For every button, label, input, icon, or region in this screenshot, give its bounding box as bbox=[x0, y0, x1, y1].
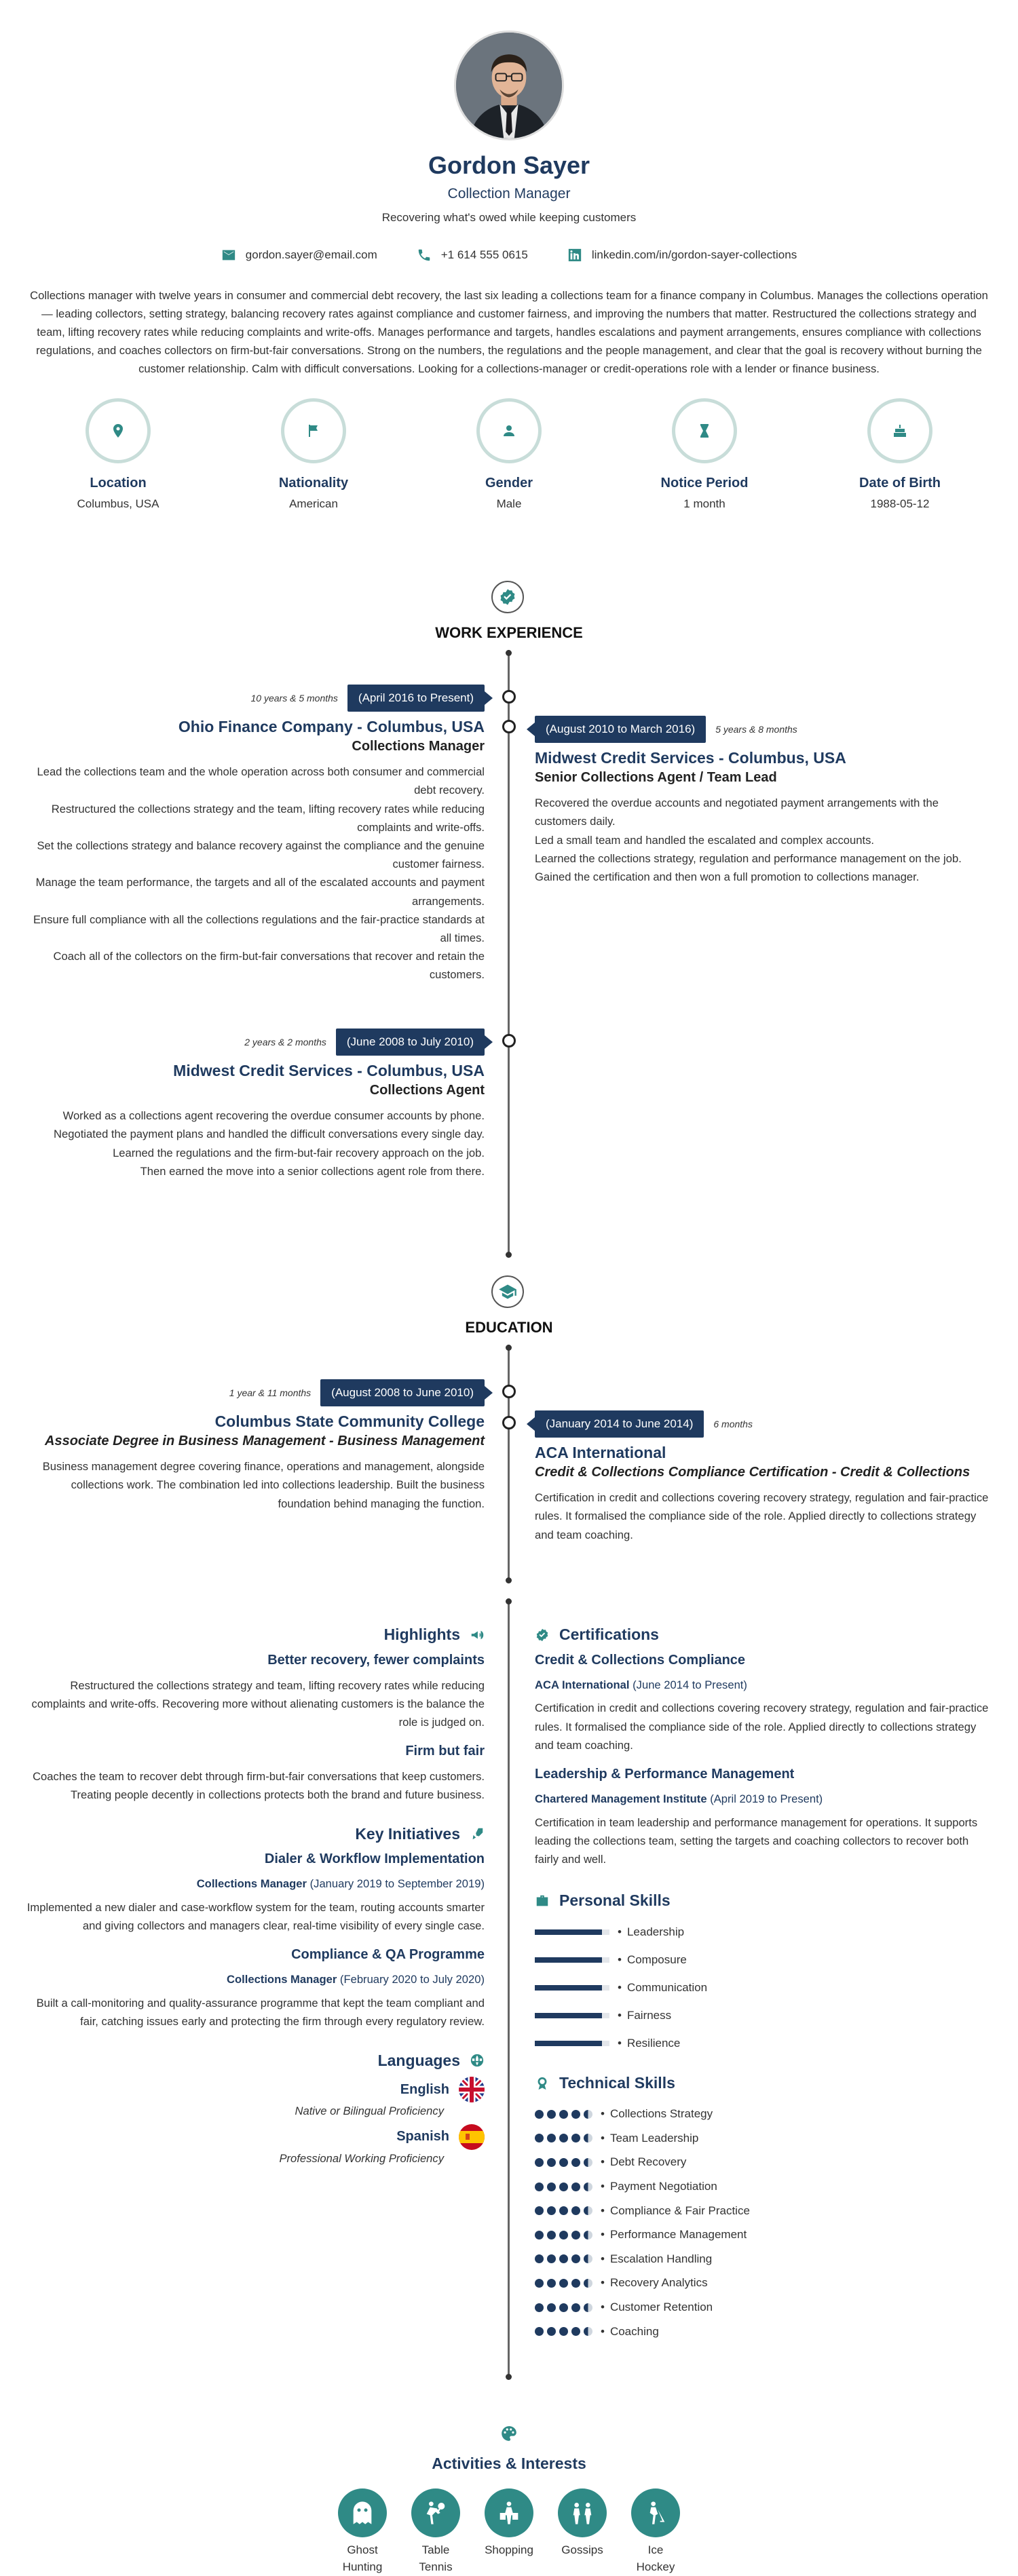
activity-item bbox=[558, 2488, 607, 2576]
education-section-title: EDUCATION bbox=[465, 1319, 553, 1336]
entry-degree: Credit & Collections Compliance Certification - Credit & Collections bbox=[535, 1465, 970, 1480]
ice-hockey-icon bbox=[642, 2499, 669, 2526]
timeline-dot bbox=[502, 720, 516, 733]
personal-skill-row: • Fairness bbox=[535, 2002, 989, 2030]
contact-phone[interactable] bbox=[417, 246, 528, 264]
linkedin-text: linkedin.com/in/gordon-sayer-collections bbox=[591, 248, 797, 261]
initiative-title: Dialer & Workflow Implementation bbox=[264, 1851, 485, 1867]
left-column bbox=[23, 1623, 485, 2168]
skill-name: Compliance & Fair Practice bbox=[609, 2204, 750, 2217]
language-name: Spanish bbox=[396, 2129, 449, 2145]
profile-summary: Collections manager with twelve years in consumer and commercial debt recovery, the last six leading a collections team for a finance company in Columbus. Manages the collections operation — leading collectors, setting strategy, balancing recovery rates against compliance and customer fairness, and improving the numbers that matter. Restructured the collections strategy and team, lifting recovery rates while reducing complaints and write-offs. Manages performance and targets, handles escalations and payment arrangements, ensures compliance with collections regulations, and coaches collectors on firm-but-fair conversations. Strong on the numbers, the regulations and the people management, and clear that the goal is recovery without burning the customer relationship. Calm with difficult conversations. Looking for a collections-manager or credit-operations role with a lender or finance business. bbox=[30, 289, 988, 375]
work-timeline bbox=[508, 650, 510, 1255]
skill-name: Leadership bbox=[626, 1925, 685, 1939]
personal-skill-row: • Communication bbox=[535, 1974, 989, 2002]
entry-role: Senior Collections Agent / Team Lead bbox=[535, 770, 777, 786]
lower-timeline bbox=[508, 1598, 510, 2377]
skill-name: Performance Management bbox=[609, 2228, 747, 2242]
fact-location: Location Columbus, USA bbox=[50, 398, 186, 513]
skill-name: Composure bbox=[626, 1953, 687, 1967]
technical-skill-row: • Performance Management bbox=[535, 2223, 989, 2248]
skill-level-bar bbox=[535, 1929, 609, 1935]
technical-skill-row: • Recovery Analytics bbox=[535, 2271, 989, 2296]
gossip-icon bbox=[569, 2499, 596, 2526]
language-level: Native or Bilingual Proficiency bbox=[295, 2104, 444, 2118]
language-name: English bbox=[400, 2081, 449, 2097]
entry-role: Collections Manager bbox=[352, 739, 485, 754]
certification-text: Certification in credit and collections covering recovery strategy, regulation and fair-practice rules. It formalised the compliance side of the role. Applied directly to collections strategy and team coaching. bbox=[535, 1702, 989, 1752]
entry-description: Certification in credit and collections covering recovery strategy, regulation and fair-practice rules. It formalised the compliance side of the role. Applied directly to collections strategy and team coaching. bbox=[535, 1491, 989, 1541]
resume-header bbox=[0, 0, 1018, 514]
uk-flag-icon bbox=[459, 2077, 485, 2102]
spain-flag-icon bbox=[459, 2124, 485, 2150]
skill-name: Fairness bbox=[626, 2009, 672, 2022]
highlight-text: Restructured the collections strategy and team, lifting recovery rates while reducing complaints and write-offs. Recovering more without alienating customers is the balance the role is judged on. bbox=[31, 1678, 485, 1729]
personal-skill-row: • Composure bbox=[535, 1946, 989, 1974]
work-entry bbox=[535, 716, 989, 886]
entry-dates: (January 2014 to June 2014) bbox=[535, 1410, 704, 1438]
entry-role: Collections Agent bbox=[369, 1083, 485, 1098]
work-entry bbox=[23, 1029, 485, 1180]
activity-label: Ghost Hunting bbox=[342, 2543, 383, 2574]
timeline-endpoint bbox=[506, 1345, 512, 1351]
activity-item bbox=[411, 2488, 460, 2576]
skill-name: Coaching bbox=[609, 2324, 659, 2338]
technical-skill-row: • Collections Strategy bbox=[535, 2102, 989, 2127]
megaphone-icon bbox=[470, 1628, 485, 1642]
phone-icon bbox=[417, 248, 432, 263]
entry-description: Recovered the overdue accounts and negotiated payment arrangements with the customers daily. Led a small team and handled the escalated and complex accounts. Learned the collections strategy, regulation and performance management on the job. Gained the certification and then won a full promotion to collections manager. bbox=[535, 796, 962, 884]
language-item bbox=[23, 2124, 485, 2168]
candidate-name: Gordon Sayer bbox=[428, 151, 590, 179]
initiative-meta: Collections Manager (February 2020 to July 2020) bbox=[227, 1973, 485, 1986]
work-section-icon bbox=[491, 581, 524, 613]
technical-skill-row: • Escalation Handling bbox=[535, 2247, 989, 2271]
personal-skill-row: • Resilience bbox=[535, 2030, 989, 2058]
entry-description: Worked as a collections agent recovering the overdue consumer accounts by phone. Negotiated the payment plans and handled the difficult conversations every single day. Learned the regulations and the firm-but-fair recovery approach on the job. Then earned the move into a senior collections agent role from there. bbox=[54, 1109, 485, 1178]
skill-name: Customer Retention bbox=[609, 2300, 713, 2313]
initiative-meta: Collections Manager (January 2019 to September 2019) bbox=[196, 1877, 485, 1891]
skill-rating-dots bbox=[535, 2183, 592, 2191]
personal-skills-heading: Personal Skills bbox=[535, 1889, 989, 1913]
candidate-tagline: Recovering what's owed while keeping customers bbox=[381, 211, 637, 225]
technical-skill-row: • Debt Recovery bbox=[535, 2151, 989, 2175]
entry-school: ACA International bbox=[535, 1444, 666, 1462]
entry-duration: 2 years & 2 months bbox=[244, 1037, 326, 1047]
certification-title: Credit & Collections Compliance bbox=[535, 1652, 746, 1668]
skill-level-bar bbox=[535, 2013, 609, 2018]
skill-rating-dots bbox=[535, 2303, 592, 2312]
person-icon bbox=[501, 423, 517, 439]
education-entry bbox=[535, 1410, 989, 1544]
language-level: Professional Working Proficiency bbox=[279, 2151, 444, 2165]
skill-level-bar bbox=[535, 2041, 609, 2046]
skill-level-bar bbox=[535, 1985, 609, 1991]
fact-nationality: Nationality American bbox=[246, 398, 381, 513]
activity-item bbox=[631, 2488, 680, 2576]
initiative-title: Compliance & QA Programme bbox=[291, 1947, 485, 1963]
email-text: gordon.sayer@email.com bbox=[245, 248, 377, 261]
entry-dates: (August 2010 to March 2016) bbox=[535, 716, 706, 743]
entry-duration: 5 years & 8 months bbox=[715, 724, 797, 735]
entry-description: Business management degree covering finance, operations and management, alongside collections work. The combination led into collections leadership. Built the business foundation behind managing the function. bbox=[42, 1460, 485, 1510]
work-entry bbox=[23, 685, 485, 984]
skill-rating-dots bbox=[535, 2279, 592, 2288]
personal-facts bbox=[20, 398, 998, 513]
entry-degree: Associate Degree in Business Management - Business Management bbox=[45, 1434, 485, 1449]
fact-notice-period: Notice Period 1 month bbox=[637, 398, 772, 513]
globe-icon bbox=[470, 2053, 485, 2068]
skill-name: Payment Negotiation bbox=[609, 2179, 717, 2193]
skill-name: Debt Recovery bbox=[609, 2155, 687, 2169]
initiative-text: Built a call-monitoring and quality-assurance programme that kept the team compliant and fair, catching issues early and protecting the firm through every regulatory review. bbox=[36, 1997, 485, 2029]
activity-item bbox=[485, 2488, 533, 2576]
skill-rating-dots bbox=[535, 2206, 592, 2215]
certificate-icon bbox=[535, 1628, 550, 1642]
technical-skill-row: • Compliance & Fair Practice bbox=[535, 2199, 989, 2223]
skill-name: Resilience bbox=[626, 2037, 681, 2050]
toolbox-icon bbox=[535, 1893, 550, 1908]
timeline-dot bbox=[502, 690, 516, 704]
activity-label: Gossips bbox=[561, 2543, 603, 2556]
timeline-endpoint bbox=[506, 1252, 512, 1258]
skill-name: Collections Strategy bbox=[609, 2107, 713, 2121]
education-section-icon bbox=[491, 1275, 524, 1308]
timeline-endpoint bbox=[506, 650, 512, 656]
personal-skill-row: • Leadership bbox=[535, 1919, 989, 1946]
certification-title: Leadership & Performance Management bbox=[535, 1766, 795, 1782]
entry-school: Columbus State Community College bbox=[214, 1412, 485, 1431]
technical-skills-list bbox=[535, 2102, 989, 2344]
contact-linkedin[interactable] bbox=[567, 246, 797, 264]
education-timeline bbox=[508, 1345, 510, 1581]
activity-label: Shopping bbox=[485, 2543, 533, 2556]
certification-meta: ACA International (June 2014 to Present) bbox=[535, 1678, 747, 1691]
timeline-endpoint bbox=[506, 1598, 512, 1604]
language-item bbox=[23, 2077, 485, 2120]
table-tennis-icon bbox=[422, 2499, 449, 2526]
fact-gender: Gender Male bbox=[441, 398, 577, 513]
timeline-endpoint bbox=[506, 2374, 512, 2380]
timeline-endpoint bbox=[506, 1577, 512, 1583]
personal-skills-list bbox=[535, 1919, 989, 2058]
skill-rating-dots bbox=[535, 2254, 592, 2263]
skill-name: Recovery Analytics bbox=[609, 2276, 708, 2290]
entry-duration: 1 year & 11 months bbox=[229, 1387, 312, 1398]
palette-icon bbox=[500, 2425, 518, 2442]
right-column bbox=[535, 1623, 989, 2344]
initiatives-heading: Key Initiatives bbox=[23, 1822, 485, 1847]
timeline-dot bbox=[502, 1034, 516, 1047]
initiative-text: Implemented a new dialer and case-workflow system for the team, routing accounts smarter and giving collectors and managers clear, real-time visibility of every single case. bbox=[26, 1901, 485, 1933]
rocket-icon bbox=[470, 1826, 485, 1841]
entry-duration: 10 years & 5 months bbox=[250, 693, 338, 704]
contact-bar bbox=[0, 246, 1018, 264]
phone-text: +1 614 555 0615 bbox=[440, 248, 528, 261]
skill-level-bar bbox=[535, 1957, 609, 1963]
fact-date-of-birth: Date of Birth 1988-05-12 bbox=[832, 398, 968, 513]
entry-dates: (August 2008 to June 2010) bbox=[320, 1379, 485, 1406]
ghost-icon bbox=[349, 2499, 376, 2526]
location-pin-icon bbox=[110, 423, 126, 439]
entry-company: Midwest Credit Services - Columbus, USA bbox=[535, 749, 846, 767]
technical-skill-row: • Team Leadership bbox=[535, 2126, 989, 2151]
certifications-heading: Certifications bbox=[535, 1623, 989, 1647]
entry-company: Ohio Finance Company - Columbus, USA bbox=[178, 718, 485, 736]
graduation-cap-icon bbox=[498, 1282, 517, 1301]
highlights-heading: Highlights bbox=[23, 1623, 485, 1647]
skill-name: Team Leadership bbox=[609, 2131, 699, 2145]
entry-description: Lead the collections team and the whole operation across both consumer and commercial debt recovery. Restructured the collections strategy and the team, lifting recovery rates while reducing complaints and write-offs. Set the collections strategy and balance recovery against the compliance and the genuine customer fairness. Manage the team performance, the targets and all of the escalated accounts and payment arrangements. Ensure full compliance with all the collections regulations and the fair-practice standards at all times. Coach all of the collectors on the firm-but-fair conversations that recover and retain the customers. bbox=[33, 765, 485, 982]
email-icon bbox=[221, 248, 236, 263]
highlight-title: Better recovery, fewer complaints bbox=[267, 1652, 485, 1668]
technical-skill-row: • Customer Retention bbox=[535, 2295, 989, 2320]
timeline-dot bbox=[502, 1385, 516, 1398]
timeline-dot bbox=[502, 1416, 516, 1429]
profile-photo bbox=[454, 31, 564, 140]
entry-duration: 6 months bbox=[713, 1419, 753, 1429]
skill-rating-dots bbox=[535, 2231, 592, 2239]
skill-name: Communication bbox=[626, 1981, 708, 1995]
cake-icon bbox=[892, 423, 908, 439]
technical-skill-row: • Payment Negotiation bbox=[535, 2174, 989, 2199]
certification-meta: Chartered Management Institute (April 2019 to Present) bbox=[535, 1792, 823, 1805]
hourglass-icon bbox=[696, 423, 713, 439]
flag-icon bbox=[305, 423, 322, 439]
activity-label: Ice Hockey bbox=[636, 2543, 675, 2574]
education-entry bbox=[23, 1379, 485, 1513]
entry-dates: (April 2016 to Present) bbox=[347, 685, 485, 712]
candidate-title: Collection Manager bbox=[447, 185, 571, 201]
technical-skills-heading: Technical Skills bbox=[535, 2071, 989, 2096]
languages-heading: Languages bbox=[23, 2049, 485, 2073]
highlight-text: Coaches the team to recover debt through firm-but-fair conversations that keep customers. Treating people decently in collections protects both the brand and future business. bbox=[33, 1770, 485, 1802]
skill-name: Escalation Handling bbox=[609, 2252, 713, 2265]
activity-item bbox=[338, 2488, 387, 2576]
highlight-title: Firm but fair bbox=[405, 1744, 485, 1759]
activities-heading: Activities & Interests bbox=[432, 2455, 586, 2473]
technical-skill-row: • Coaching bbox=[535, 2320, 989, 2344]
entry-company: Midwest Credit Services - Columbus, USA bbox=[173, 1062, 485, 1080]
certification-text: Certification in team leadership and performance management for operations. It supports leading the collections team, setting the targets and coaching collectors to recover both fairly and well. bbox=[535, 1815, 978, 1866]
skill-rating-dots bbox=[535, 2110, 592, 2119]
work-section-title: WORK EXPERIENCE bbox=[435, 624, 583, 641]
activities-section bbox=[0, 2425, 1018, 2576]
shopping-icon bbox=[495, 2499, 523, 2526]
skill-rating-dots bbox=[535, 2327, 592, 2336]
skill-rating-dots bbox=[535, 2134, 592, 2142]
skill-rating-dots bbox=[535, 2158, 592, 2167]
activity-label: Table Tennis bbox=[419, 2543, 453, 2574]
linkedin-icon bbox=[567, 248, 582, 263]
contact-email[interactable] bbox=[221, 246, 377, 264]
entry-dates: (June 2008 to July 2010) bbox=[336, 1029, 485, 1056]
badge-check-icon bbox=[498, 588, 517, 607]
award-icon bbox=[535, 2076, 550, 2091]
